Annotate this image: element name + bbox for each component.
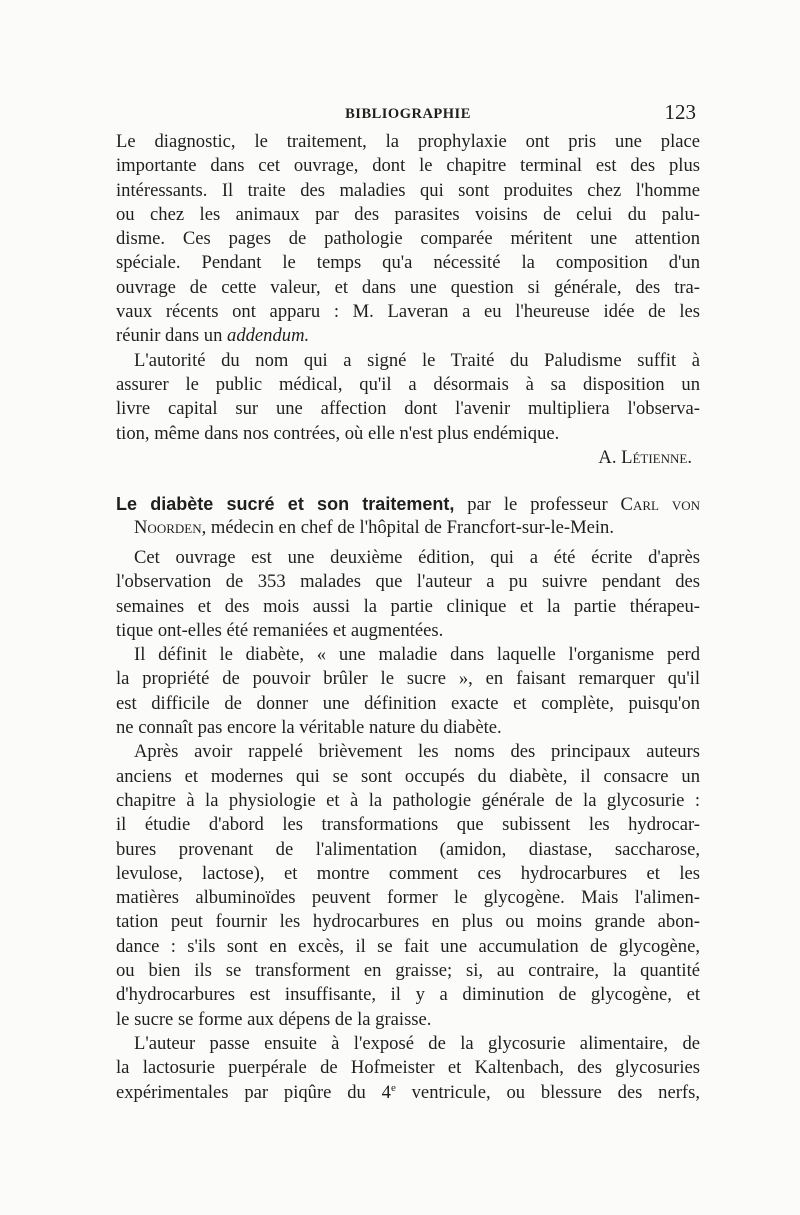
text-line: bures provenant de l'alimentation (amidon, diastase, saccharose, <box>116 838 700 860</box>
text-line: vaux récents ont apparu : M. Laveran a eu l'heureuse idée de les <box>116 301 700 323</box>
text-line: L'autorité du nom qui a signé le Traité du Paludisme suffit à <box>134 349 700 371</box>
text-line: ou chez les animaux par des parasites voisins de celui du palu- <box>116 203 700 225</box>
text-line: matières albuminoïdes peuvent former le glycogène. Mais l'alimen- <box>116 887 700 909</box>
text-line <box>116 1081 700 1105</box>
text-line: Cet ouvrage est une deuxième édition, qui a été écrite d'après <box>134 547 700 568</box>
superscript: e <box>390 1081 396 1094</box>
text-line: ne connaît pas encore la véritable nature du diabète. <box>116 717 502 739</box>
text-line: assurer le public médical, qu'il a désormais à sa disposition un <box>116 373 700 395</box>
text-line: disme. Ces pages de pathologie comparée méritent une attention <box>116 228 700 250</box>
paragraph <box>116 349 700 446</box>
page-header <box>116 100 700 130</box>
text-line: tion, même dans nos contrées, où elle n'est plus endémique. <box>116 422 560 444</box>
author-name: Noorden <box>134 517 202 539</box>
text-line: anciens et modernes qui se sont occupés du diabète, il consacre un <box>116 765 700 787</box>
paragraph <box>116 740 700 1032</box>
page-number: 123 <box>664 100 696 124</box>
text-line: est difficile de donner une définition exacte et complète, puisqu'on <box>116 692 700 714</box>
paragraph <box>116 643 700 740</box>
text-line: importante dans cet ouvrage, dont le chapitre terminal est des plus <box>116 155 700 177</box>
text-line: le sucre se forme aux dépens de la graisse. <box>116 1008 432 1030</box>
text-line: Le diagnostic, le traitement, la prophylaxie ont pris une place <box>116 131 700 152</box>
book-title: Le diabète sucré et son traitement, <box>116 494 455 514</box>
author-name: Carl von <box>620 494 701 515</box>
text-line: dance : s'ils sont en excès, il se fait une accumulation de glycogène, <box>116 935 700 957</box>
text-line: chapitre à la physiologie et à la pathologie générale de la glycosurie : <box>116 789 700 811</box>
text-line: il étudie d'abord les transformations que subissent les hydrocar- <box>116 814 700 836</box>
text-line: L'auteur passe ensuite à l'exposé de la glycosurie alimentaire, de <box>134 1032 700 1054</box>
italic-term: addendum. <box>227 325 310 347</box>
text-fragment: expérimentales par piqûre du 4 <box>116 1081 391 1103</box>
reviewer-signature: A. Létienne. <box>598 446 692 468</box>
text-fragment: , médecin en chef de l'hôpital de Francfort-sur-le-Mein. <box>201 517 614 539</box>
text-line: spéciale. Pendant le temps qu'a nécessité la composition d'un <box>116 252 700 274</box>
text-line: Il définit le diabète, « une maladie dans laquelle l'organisme perd <box>134 644 700 666</box>
text-line: ouvrage de cette valeur, et dans une question si générale, des tra- <box>116 276 700 298</box>
text-line: levulose, lactose), et montre comment ces hydrocarbures et les <box>116 862 700 884</box>
text-line: tation peut fournir les hydrocarbures en plus ou moins grande abon- <box>116 911 700 933</box>
text-fragment: ventricule, ou blessure des nerfs, <box>395 1081 700 1103</box>
text-line: l'observation de 353 malades que l'auteur a pu suivre pendant des <box>116 571 700 593</box>
text-fragment: réunir dans un <box>116 325 228 347</box>
running-title: BIBLIOGRAPHIE <box>345 106 471 122</box>
paragraph <box>116 130 700 349</box>
text-line: la propriété de pouvoir brûler le sucre », en faisant remarquer qu'il <box>116 668 700 690</box>
text-line: semaines et des mois aussi la partie clinique et la partie thérapeu- <box>116 595 700 617</box>
text-line: d'hydrocarbures est insuffisante, il y a diminution de glycogène, et <box>116 984 700 1006</box>
review-title-line <box>116 516 700 540</box>
text-line: Après avoir rappelé brièvement les noms des principaux auteurs <box>134 741 700 763</box>
review-2 <box>116 492 700 541</box>
text-line: intéressants. Il traite des maladies qui sont produites chez l'homme <box>116 179 700 201</box>
text-line: livre capital sur une affection dont l'avenir multipliera l'observa- <box>116 398 700 420</box>
review-2-body <box>116 546 700 1105</box>
text-line: tique ont-elles été remaniées et augmentées. <box>116 619 444 641</box>
text-line: la lactosurie puerpérale de Hofmeister et Kaltenbach, des glycosuries <box>116 1057 700 1079</box>
paragraph <box>116 1032 700 1105</box>
review-1 <box>116 130 700 470</box>
review-title-line <box>116 492 700 516</box>
paragraph <box>116 546 700 643</box>
text-line <box>116 324 700 348</box>
text-line: ou bien ils se transforment en graisse; si, au contraire, la quantité <box>116 960 700 982</box>
text-fragment: par le professeur <box>454 494 621 515</box>
